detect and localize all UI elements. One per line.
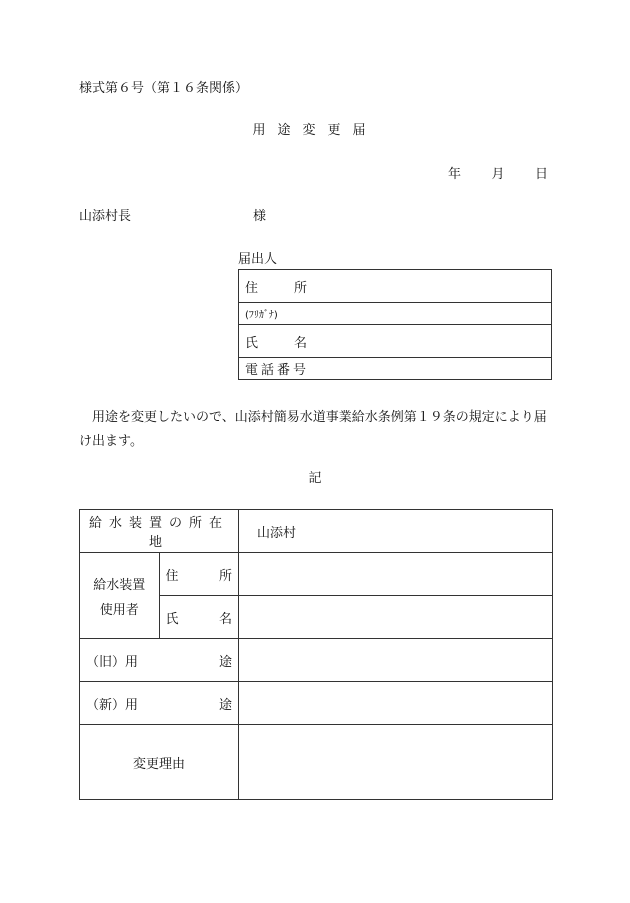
notifier-name-label: 氏名 — [245, 335, 344, 351]
addressee: 山添村長 — [79, 209, 132, 224]
user-address-row — [80, 553, 553, 596]
details-table — [79, 509, 553, 800]
notifier-address-row[interactable] — [239, 270, 552, 303]
date-year: 年 — [448, 167, 462, 182]
statement-text: 用途を変更したいので、山添村簡易水道事業給水条例第１９条の規定により届け出ます。 — [79, 410, 547, 449]
user-address-value-cell[interactable] — [239, 553, 553, 596]
notifier-label: 届出人 — [238, 252, 278, 267]
reason-label: 変更理由 — [132, 756, 185, 772]
reason-value-cell[interactable] — [239, 725, 553, 800]
ki-heading: 記 — [308, 471, 322, 486]
new-use-value-cell[interactable] — [239, 682, 553, 725]
date-row — [448, 168, 548, 181]
location-value-cell[interactable] — [239, 510, 553, 553]
notifier-name-row[interactable] — [239, 325, 552, 358]
reason-row — [80, 725, 553, 800]
notifier-furigana-label: (ﾌﾘｶﾞﾅ) — [245, 309, 278, 321]
notifier-furigana-row[interactable] — [239, 303, 552, 325]
new-use-row — [80, 682, 553, 725]
notifier-address-label: 住所 — [245, 280, 344, 296]
notifier-table — [238, 269, 552, 380]
old-use-label: （旧）用 途 — [86, 654, 232, 670]
location-label: 給水装置の所在地 — [88, 516, 229, 550]
user-label-cell — [80, 553, 160, 639]
location-value: 山添村 — [257, 525, 297, 541]
notifier-phone-label: 電話番号 — [245, 363, 310, 378]
location-row — [80, 510, 553, 553]
user-label-line1: 給水装置 — [93, 577, 146, 593]
date-day: 日 — [534, 167, 548, 182]
old-use-value-cell[interactable] — [239, 639, 553, 682]
date-month: 月 — [491, 167, 505, 182]
user-address-label: 住 所 — [165, 568, 232, 584]
form-number: 様式第６号（第１６条関係） — [79, 81, 249, 96]
user-name-label: 氏 名 — [165, 611, 232, 627]
addressee-suffix: 様 — [253, 209, 267, 224]
new-use-label: （新）用 途 — [86, 697, 232, 713]
document-title: 用途変更届 — [252, 123, 378, 138]
notifier-phone-row[interactable] — [239, 358, 552, 380]
user-label-line2: 使用者 — [99, 602, 139, 618]
user-name-value-cell[interactable] — [239, 596, 553, 639]
old-use-row — [80, 639, 553, 682]
